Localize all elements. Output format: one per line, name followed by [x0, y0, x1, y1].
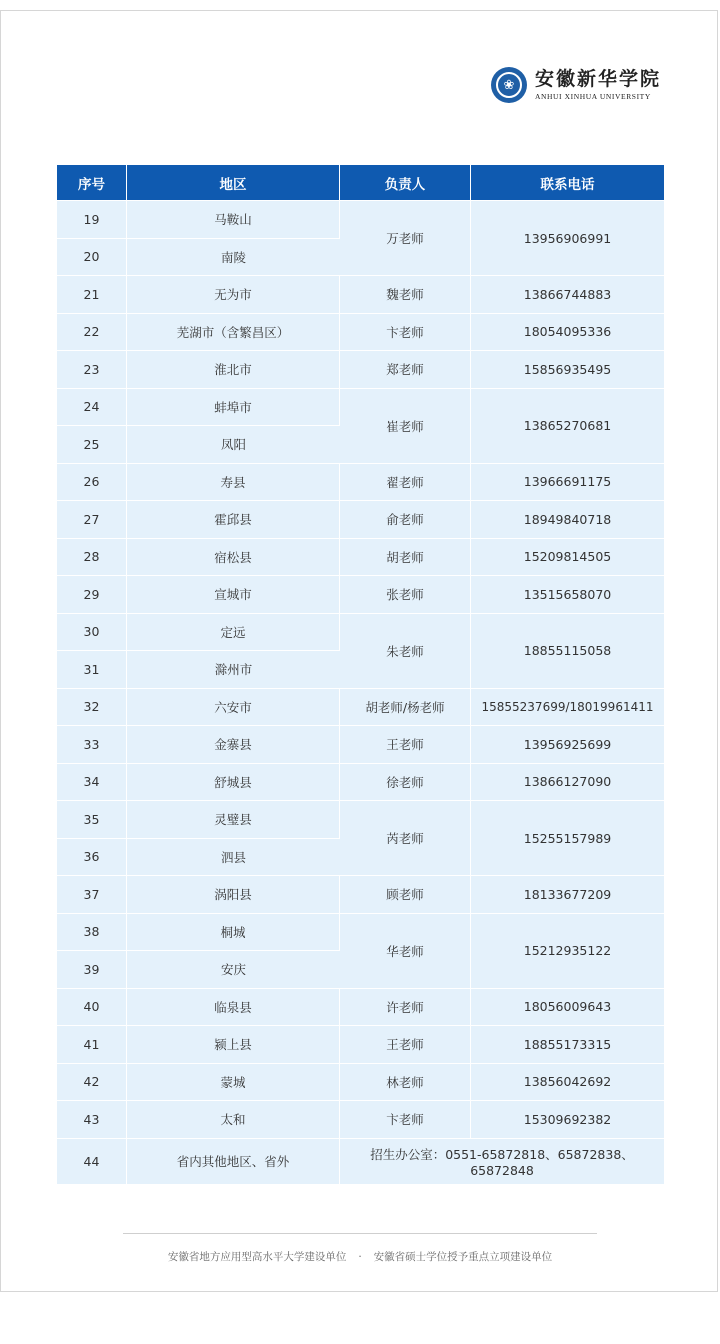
contact-person-cell: 林老师	[340, 1063, 471, 1101]
phone-cell: 15856935495	[471, 350, 664, 388]
region-cell: 滁州市	[127, 650, 340, 688]
row-number-cell: 30	[57, 613, 127, 651]
region-cell: 芜湖市（含繁昌区）	[127, 313, 340, 351]
table-row	[57, 1063, 664, 1101]
contact-person-cell: 许老师	[340, 988, 471, 1026]
phone-cell: 13956925699	[471, 725, 664, 763]
region-cell: 安庆	[127, 950, 340, 988]
table-row	[57, 763, 664, 801]
row-number-cell: 36	[57, 838, 127, 876]
row-number-cell: 42	[57, 1063, 127, 1101]
contact-person-cell: 郑老师	[340, 350, 471, 388]
phone-cell: 15212935122	[471, 913, 664, 988]
table-row	[57, 200, 664, 238]
phone-cell: 15209814505	[471, 538, 664, 576]
row-number-cell: 33	[57, 725, 127, 763]
table-row	[57, 1100, 664, 1138]
phone-cell: 15255157989	[471, 800, 664, 875]
phone-cell: 18133677209	[471, 875, 664, 913]
contact-person-cell: 魏老师	[340, 275, 471, 313]
region-cell: 淮北市	[127, 350, 340, 388]
region-cell: 灵璧县	[127, 800, 340, 838]
contact-person-cell: 胡老师	[340, 538, 471, 576]
row-number-cell: 34	[57, 763, 127, 801]
contact-person-cell: 顾老师	[340, 875, 471, 913]
row-number-cell: 40	[57, 988, 127, 1026]
table-row	[57, 313, 664, 351]
table-row	[57, 275, 664, 313]
row-number-cell: 29	[57, 575, 127, 613]
header-phone: 联系电话	[471, 165, 664, 200]
region-cell: 蚌埠市	[127, 388, 340, 426]
region-cell: 寿县	[127, 463, 340, 501]
row-number-cell: 24	[57, 388, 127, 426]
table-row	[57, 688, 664, 726]
contact-person-cell: 朱老师	[340, 613, 471, 688]
region-cell: 南陵	[127, 238, 340, 276]
phone-cell: 15309692382	[471, 1100, 664, 1138]
region-cell: 颍上县	[127, 1025, 340, 1063]
row-number-cell: 25	[57, 425, 127, 463]
footer-separator: ·	[358, 1251, 362, 1263]
contact-person-cell: 王老师	[340, 1025, 471, 1063]
row-number-cell: 39	[57, 950, 127, 988]
footer	[1, 1249, 719, 1264]
table-row	[57, 613, 664, 651]
contact-person-cell: 芮老师	[340, 800, 471, 875]
region-cell: 霍邱县	[127, 500, 340, 538]
row-number-cell: 27	[57, 500, 127, 538]
region-cell: 金寨县	[127, 725, 340, 763]
region-cell: 太和	[127, 1100, 340, 1138]
row-number-cell: 32	[57, 688, 127, 726]
phone-cell: 18949840718	[471, 500, 664, 538]
region-cell: 舒城县	[127, 763, 340, 801]
row-number-cell: 37	[57, 875, 127, 913]
phone-cell: 18056009643	[471, 988, 664, 1026]
phone-cell: 15855237699/18019961411	[471, 688, 664, 726]
region-cell: 凤阳	[127, 425, 340, 463]
region-cell: 泗县	[127, 838, 340, 876]
contact-person-cell: 万老师	[340, 200, 471, 275]
contact-person-cell: 崔老师	[340, 388, 471, 463]
header-no: 序号	[57, 165, 127, 200]
table-row	[57, 538, 664, 576]
row-number-cell: 43	[57, 1100, 127, 1138]
table-row	[57, 1138, 664, 1184]
table-row	[57, 913, 664, 951]
contact-person-cell: 张老师	[340, 575, 471, 613]
region-cell: 涡阳县	[127, 875, 340, 913]
table-body	[57, 200, 664, 1184]
region-cell: 临泉县	[127, 988, 340, 1026]
row-number-cell: 41	[57, 1025, 127, 1063]
contact-person-cell: 胡老师/杨老师	[340, 688, 471, 726]
phone-cell: 18855173315	[471, 1025, 664, 1063]
phone-cell: 13856042692	[471, 1063, 664, 1101]
header-region: 地区	[127, 165, 340, 200]
logo-name-en: ANHUI XINHUA UNIVERSITY	[534, 91, 651, 101]
row-number-cell: 23	[57, 350, 127, 388]
row-number-cell: 26	[57, 463, 127, 501]
table-row	[57, 988, 664, 1026]
row-number-cell: 28	[57, 538, 127, 576]
contact-person-cell: 华老师	[340, 913, 471, 988]
table-row	[57, 1025, 664, 1063]
phone-cell: 18855115058	[471, 613, 664, 688]
phone-cell: 13866744883	[471, 275, 664, 313]
region-cell: 宿松县	[127, 538, 340, 576]
contact-person-cell: 徐老师	[340, 763, 471, 801]
phone-cell: 13865270681	[471, 388, 664, 463]
contact-person-cell: 翟老师	[340, 463, 471, 501]
region-cell: 省内其他地区、省外	[127, 1138, 340, 1184]
logo-name-cn: 安徽新华学院	[534, 67, 661, 90]
row-number-cell: 21	[57, 275, 127, 313]
region-cell: 无为市	[127, 275, 340, 313]
contact-person-cell: 俞老师	[340, 500, 471, 538]
table-row	[57, 575, 664, 613]
region-cell: 马鞍山	[127, 200, 340, 238]
table-row	[57, 875, 664, 913]
region-cell: 宣城市	[127, 575, 340, 613]
row-number-cell: 31	[57, 650, 127, 688]
contact-person-cell: 卞老师	[340, 313, 471, 351]
table-row	[57, 800, 664, 838]
office-contact-cell: 招生办公室：0551-65872818、65872838、65872848	[340, 1138, 664, 1184]
table-row	[57, 388, 664, 426]
footer-left-text: 安徽省地方应用型高水平大学建设单位	[167, 1251, 347, 1263]
row-number-cell: 20	[57, 238, 127, 276]
table-row	[57, 463, 664, 501]
university-logo	[491, 67, 661, 103]
phone-cell: 13966691175	[471, 463, 664, 501]
header-contact: 负责人	[340, 165, 471, 200]
contact-person-cell: 王老师	[340, 725, 471, 763]
row-number-cell: 35	[57, 800, 127, 838]
footer-divider	[123, 1233, 597, 1234]
table-row	[57, 500, 664, 538]
footer-right-text: 安徽省硕士学位授予重点立项建设单位	[373, 1251, 553, 1263]
phone-cell: 13866127090	[471, 763, 664, 801]
row-number-cell: 44	[57, 1138, 127, 1184]
university-emblem-icon: ❀	[491, 67, 527, 103]
document-page	[0, 10, 718, 1292]
region-cell: 六安市	[127, 688, 340, 726]
contact-person-cell: 卞老师	[340, 1100, 471, 1138]
region-cell: 蒙城	[127, 1063, 340, 1101]
table-row	[57, 725, 664, 763]
table-header-row	[57, 165, 664, 200]
phone-cell: 13515658070	[471, 575, 664, 613]
region-cell: 桐城	[127, 913, 340, 951]
row-number-cell: 19	[57, 200, 127, 238]
row-number-cell: 22	[57, 313, 127, 351]
row-number-cell: 38	[57, 913, 127, 951]
phone-cell: 18054095336	[471, 313, 664, 351]
region-cell: 定远	[127, 613, 340, 651]
contact-table	[57, 165, 664, 1184]
table-row	[57, 350, 664, 388]
phone-cell: 13956906991	[471, 200, 664, 275]
